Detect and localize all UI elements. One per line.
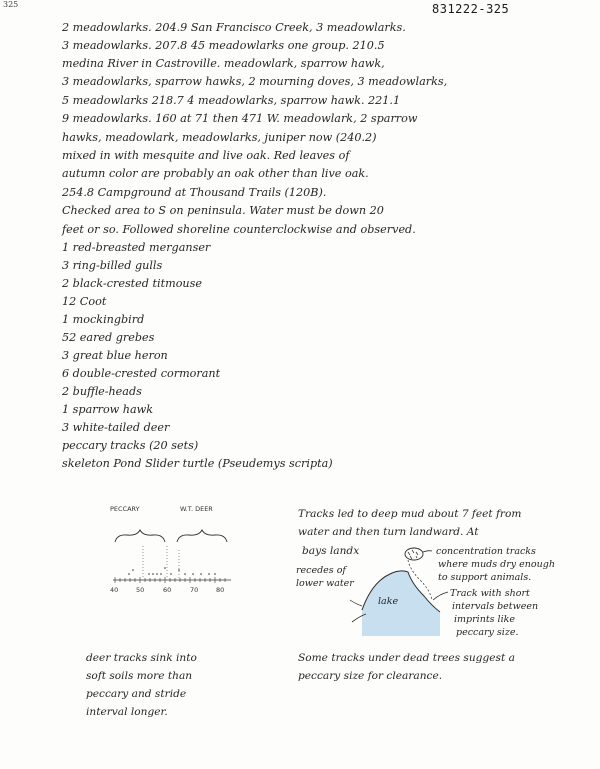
journal-line: 254.8 Campground at Thousand Trails (120B). xyxy=(62,186,327,199)
concentration-label: where muds dry enough xyxy=(438,559,555,570)
species-entry: 12 Coot xyxy=(62,295,107,308)
lake-label: lake xyxy=(378,596,399,607)
bottom-right-note-line: peccary size for clearance. xyxy=(298,670,443,682)
scale-tick-70: 70 xyxy=(190,586,199,594)
scale-tick-50: 50 xyxy=(136,586,145,594)
species-entry: peccary tracks (20 sets) xyxy=(62,439,199,452)
right-note-line: Tracks led to deep mud about 7 feet from xyxy=(298,508,522,520)
concentration-label: to support animals. xyxy=(438,572,532,583)
bottom-right-note-line: Some tracks under dead trees suggest a xyxy=(298,652,515,664)
right-note-line: water and then turn landward. At xyxy=(298,526,479,538)
peccary-label: PECCARY xyxy=(110,505,140,513)
species-entry: skeleton Pond Slider turtle (Pseudemys scripta) xyxy=(62,457,333,470)
bottom-left-note-line: interval longer. xyxy=(86,706,168,718)
journal-line: medina River in Castroville. meadowlark, sparrow hawk, xyxy=(62,57,385,70)
track-label: imprints like xyxy=(454,614,515,625)
species-entry: 2 buffle-heads xyxy=(62,385,142,398)
species-entry: 1 sparrow hawk xyxy=(62,403,154,416)
recedes-label: lower water xyxy=(296,578,354,589)
species-entry: 6 double-crested cormorant xyxy=(62,367,221,380)
species-entry: 1 mockingbird xyxy=(62,313,145,326)
deer-label: W.T. DEER xyxy=(180,505,213,513)
right-note-line: bays landx xyxy=(302,545,360,557)
track-label: Track with short xyxy=(450,588,530,599)
recedes-label: recedes of xyxy=(296,565,346,576)
bottom-left-note-line: soft soils more than xyxy=(86,670,193,682)
species-entry: 3 great blue heron xyxy=(62,349,168,362)
stride-scale-sketch xyxy=(105,528,240,588)
species-entry: 52 eared grebes xyxy=(62,331,155,344)
catalog-number: 831222-325 xyxy=(432,2,510,16)
journal-line: mixed in with mesquite and live oak. Red leaves of xyxy=(62,149,350,162)
journal-line: autumn color are probably an oak other than live oak. xyxy=(62,167,369,180)
track-label: peccary size. xyxy=(456,627,519,638)
species-entry: 2 black-crested titmouse xyxy=(62,277,203,290)
journal-line: 3 meadowlarks. 207.8 45 meadowlarks one group. 210.5 xyxy=(62,39,385,52)
species-entry: 3 ring-billed gulls xyxy=(62,259,163,272)
bottom-left-note-line: peccary and stride xyxy=(86,688,187,700)
journal-line: 9 meadowlarks. 160 at 71 then 471 W. meadowlark, 2 sparrow xyxy=(62,112,418,125)
scale-tick-60: 60 xyxy=(163,586,172,594)
journal-line: 2 meadowlarks. 204.9 San Francisco Creek, 3 meadowlarks. xyxy=(62,21,406,34)
corner-page-mark: 325 xyxy=(3,0,19,9)
species-entry: 1 red-breasted merganser xyxy=(62,241,211,254)
bottom-left-note-line: deer tracks sink into xyxy=(86,652,197,664)
scale-tick-80: 80 xyxy=(216,586,225,594)
track-label: intervals between xyxy=(452,601,539,612)
journal-line: Checked area to S on peninsula. Water must be down 20 xyxy=(62,204,384,217)
journal-line: 5 meadowlarks 218.7 4 meadowlarks, sparrow hawk. 221.1 xyxy=(62,94,401,107)
journal-line: hawks, meadowlark, meadowlarks, juniper now (240.2) xyxy=(62,131,377,144)
scale-tick-40: 40 xyxy=(110,586,119,594)
journal-line: 3 meadowlarks, sparrow hawks, 2 mourning doves, 3 meadowlarks, xyxy=(62,75,448,88)
concentration-label: concentration tracks xyxy=(436,546,536,557)
species-entry: 3 white-tailed deer xyxy=(62,421,170,434)
journal-line: feet or so. Followed shoreline counterclockwise and observed. xyxy=(62,223,416,236)
